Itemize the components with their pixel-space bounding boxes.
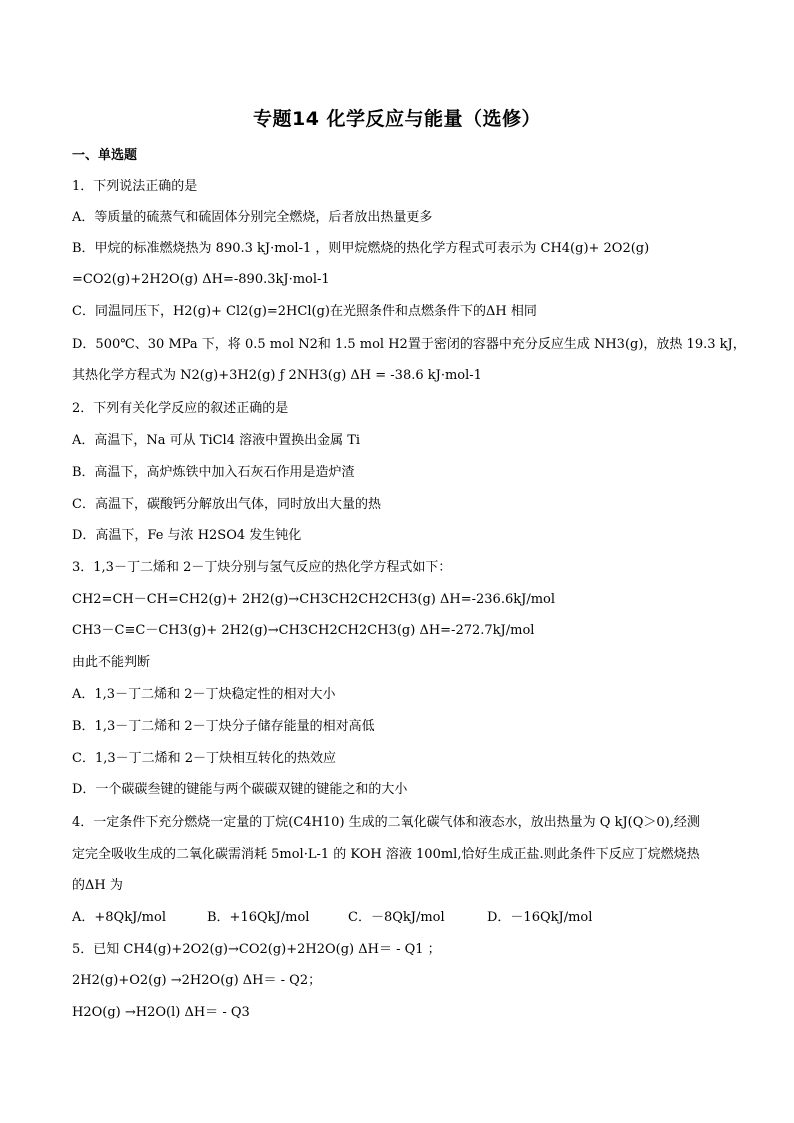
q3-stem: 3．1,3－丁二烯和 2－丁炔分别与氢气反应的热化学方程式如下：	[72, 560, 452, 575]
q4-stem-line3: 的ΔH 为	[72, 878, 123, 893]
q5-stem: 5．已知 CH4(g)+2O2(g)→CO2(g)+2H2O(g) ΔH＝ - Q1 ；	[72, 942, 441, 957]
q3-option-c: C．1,3－丁二烯和 2－丁炔相互转化的热效应	[72, 751, 337, 766]
section-heading: 一、单选题	[72, 148, 138, 163]
q4-option-d: D．－16QkJ/mol	[487, 910, 593, 925]
q4-stem-line2: 定完全吸收生成的二氧化碳需消耗 5mol·L-1 的 KOH 溶液 100ml,恰好生成正盐.则此条件下反应丁烷燃烧热	[72, 847, 700, 862]
q3-equation-2: CH3－C≡C－CH3(g)+ 2H2(g)→CH3CH2CH2CH3(g) ΔH=-272.7kJ/mol	[72, 623, 535, 638]
q2-option-b: B．高温下，高炉炼铁中加入石灰石作用是造炉渣	[72, 465, 355, 480]
q2-option-a: A．高温下，Na 可从 TiCl4 溶液中置换出金属 Ti	[72, 433, 361, 448]
q1-option-d-line2: 其热化学方程式为 N2(g)+3H2(g) ƒ 2NH3(g) ΔH = -38.6 kJ·mol-1	[72, 368, 482, 383]
q3-option-b: B．1,3－丁二烯和 2－丁炔分子储存能量的相对高低	[72, 719, 375, 734]
q3-equation-1: CH2=CH－CH=CH2(g)+ 2H2(g)→CH3CH2CH2CH3(g) ΔH=-236.6kJ/mol	[72, 592, 556, 607]
q4-stem-line1: 4．一定条件下充分燃烧一定量的丁烷(C4H10) 生成的二氧化碳气体和液态水，放出热量为 Q kJ(Q＞0),经测	[72, 815, 700, 830]
q4-option-c: C．－8QkJ/mol	[348, 910, 445, 925]
q1-option-c: C．同温同压下，H2(g)+ Cl2(g)=2HCl(g)在光照条件和点燃条件下的ΔH 相同	[72, 304, 537, 319]
q1-stem: 1．下列说法正确的是	[72, 179, 198, 194]
q1-option-a: A．等质量的硫蒸气和硫固体分别完全燃烧，后者放出热量更多	[72, 210, 433, 225]
q2-option-c: C．高温下，碳酸钙分解放出气体，同时放出大量的热	[72, 497, 381, 512]
q2-stem: 2．下列有关化学反应的叙述正确的是	[72, 401, 289, 416]
q5-equation-3: H2O(g) →H2O(l) ΔH＝ - Q3	[72, 1005, 250, 1020]
page-title: 专题14 化学反应与能量（选修）	[252, 108, 542, 130]
q5-equation-2: 2H2(g)+O2(g) →2H2O(g) ΔH＝ - Q2；	[72, 973, 322, 988]
q4-option-b: B．+16QkJ/mol	[207, 910, 310, 925]
q3-lead: 由此不能判断	[72, 655, 151, 670]
q2-option-d: D．高温下，Fe 与浓 H2SO4 发生钝化	[72, 528, 302, 543]
q3-option-a: A．1,3－丁二烯和 2－丁炔稳定性的相对大小	[72, 687, 336, 702]
q1-option-b-line2: =CO2(g)+2H2O(g) ΔH=-890.3kJ·mol-1	[72, 272, 330, 287]
q3-option-d: D．一个碳碳叁键的键能与两个碳碳双键的键能之和的大小	[72, 782, 408, 797]
q4-option-a: A．+8QkJ/mol	[72, 910, 166, 925]
q1-option-d-line1: D．500℃、30 MPa 下，将 0.5 mol N2和 1.5 mol H2置于密闭的容器中充分反应生成 NH3(g)，放热 19.3 kJ，	[72, 337, 746, 352]
q1-option-b-line1: B．甲烷的标准燃烧热为 890.3 kJ·mol-1 ，则甲烷燃烧的热化学方程式可表示为 CH4(g)+ 2O2(g)	[72, 241, 650, 256]
